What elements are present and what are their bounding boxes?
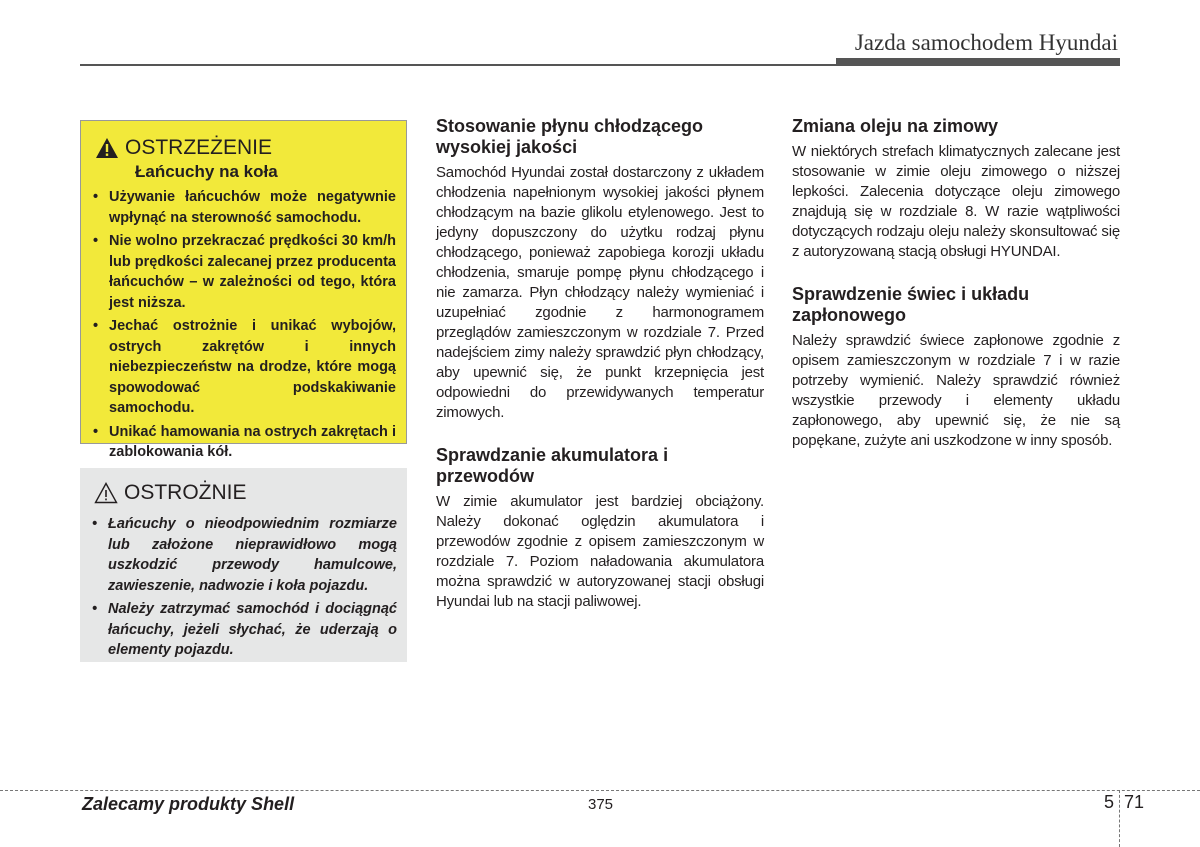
warning-item: • Jechać ostrożnie i unikać wybojów, ostrych zakrętów i innych niebezpieczeństw na drodze, które mogą spowodować podskakiwanie samochodu. (91, 316, 396, 419)
warning-box (80, 120, 407, 460)
caution-item: • Łańcuchy o nieodpowiednim rozmiarze lub założone nieprawidłowo mogą uszkodzić przewody hamulcowe, zawieszenie, nadwozie i koła pojazdu. (90, 514, 397, 596)
page-header-title: Jazda samochodem Hyundai (854, 30, 1118, 55)
page-number: 375 (588, 796, 614, 813)
caution-header (90, 480, 397, 506)
caution-title: OSTROŻNIE (124, 481, 247, 504)
caution-triangle-icon (94, 482, 118, 504)
warning-triangle-icon (95, 137, 119, 159)
column-right (792, 116, 1120, 473)
section-coolant (436, 116, 764, 423)
footer-slogan: Zalecamy produkty Shell (82, 794, 295, 814)
warning-header (91, 135, 396, 161)
warning-title: OSTRZEŻENIE (125, 136, 273, 159)
section-heading: Zmiana oleju na zimowy (792, 116, 999, 136)
warning-item: • Używanie łańcuchów może negatywnie wpłynąć na sterowność samochodu. (91, 187, 396, 228)
section-heading: Stosowanie płynu chłodzącego wysokiej jakości (436, 116, 704, 157)
section-heading: Sprawdzanie akumulatora i przewodów (436, 445, 669, 486)
warning-list (91, 187, 396, 463)
caution-item: • Należy zatrzymać samochód i dociągnąć łańcuchy, jeżeli słychać, że uderzają o elementy pojazdu. (90, 599, 397, 661)
caution-list (90, 514, 397, 661)
section-body: Należy sprawdzić świece zapłonowe zgodnie z opisem zamieszczonym w rozdziale 7 i w razie potrzeby wymienić. Należy sprawdzić również wszystkie przewody i elementy układu zapłonowego, aby upewnić się, że nie są popękane, zużyte ani uszkodzone w inny sposób. (792, 332, 1120, 449)
section-battery (436, 445, 764, 612)
warning-item: • Unikać hamowania na ostrych zakrętach i zablokowania kół. (91, 422, 396, 463)
header-bar (836, 58, 1120, 66)
section-oil (792, 116, 1120, 262)
caution-box (80, 468, 407, 662)
chapter-page-number: 71 (1124, 792, 1145, 812)
warning-subtitle: Łańcuchy na koła (135, 162, 278, 181)
footer-divider (1119, 790, 1120, 847)
section-body: W zimie akumulator jest bardziej obciążony. Należy dokonać oględzin akumulatora i przewodów zgodnie z opisem zamieszczonym w rozdziale 7. Poziom naładowania akumulatora można sprawdzić w autoryzowanej stacji obsługi Hyundai lub na stacji paliwowej. (436, 493, 764, 610)
warning-item: • Nie wolno przekraczać prędkości 30 km/h lub prędkości zalecanej przez producenta łańcuchów – w zależności od tego, która jest niższa. (91, 231, 396, 313)
section-heading: Sprawdzenie świec i układu zapłonowego (792, 284, 1030, 325)
column-middle (436, 116, 764, 634)
chapter-number: 5 (1104, 792, 1115, 812)
footer-rule (0, 790, 1200, 791)
section-body: W niektórych strefach klimatycznych zalecane jest stosowanie w zimie oleju zimowego o niższej lepkości. Zalecenia dotyczące oleju zimowego znajdują się w rozdziale 8. W razie wątpliwości dotyczących rodzaju oleju należy skonsultować się z autoryzowaną stacją obsługi HYUNDAI. (792, 143, 1120, 260)
section-spark-plugs (792, 284, 1120, 451)
section-body: Samochód Hyundai został dostarczony z układem chłodzenia napełnionym wysokiej jakości płynem chłodzącym na bazie glikolu etylenowego. Jest to jedyny dopuszczony do użytku rodzaj płynu chłodzącego, ponieważ zapobiega korozji układu chłodzenia, smaruje pompę płynu chłodzącego i nie zamarza. Płyn chłodzący należy wymieniać i uzupełniać zgodnie z harmonogramem przeglądów zamieszczonym w rozdziale 7. Przed nadejściem zimy należy sprawdzić płyn chłodzący, aby upewnić się, że punkt krzepnięcia jest odpowiedni do przewidywanych temperatur zimowych. (436, 164, 764, 421)
